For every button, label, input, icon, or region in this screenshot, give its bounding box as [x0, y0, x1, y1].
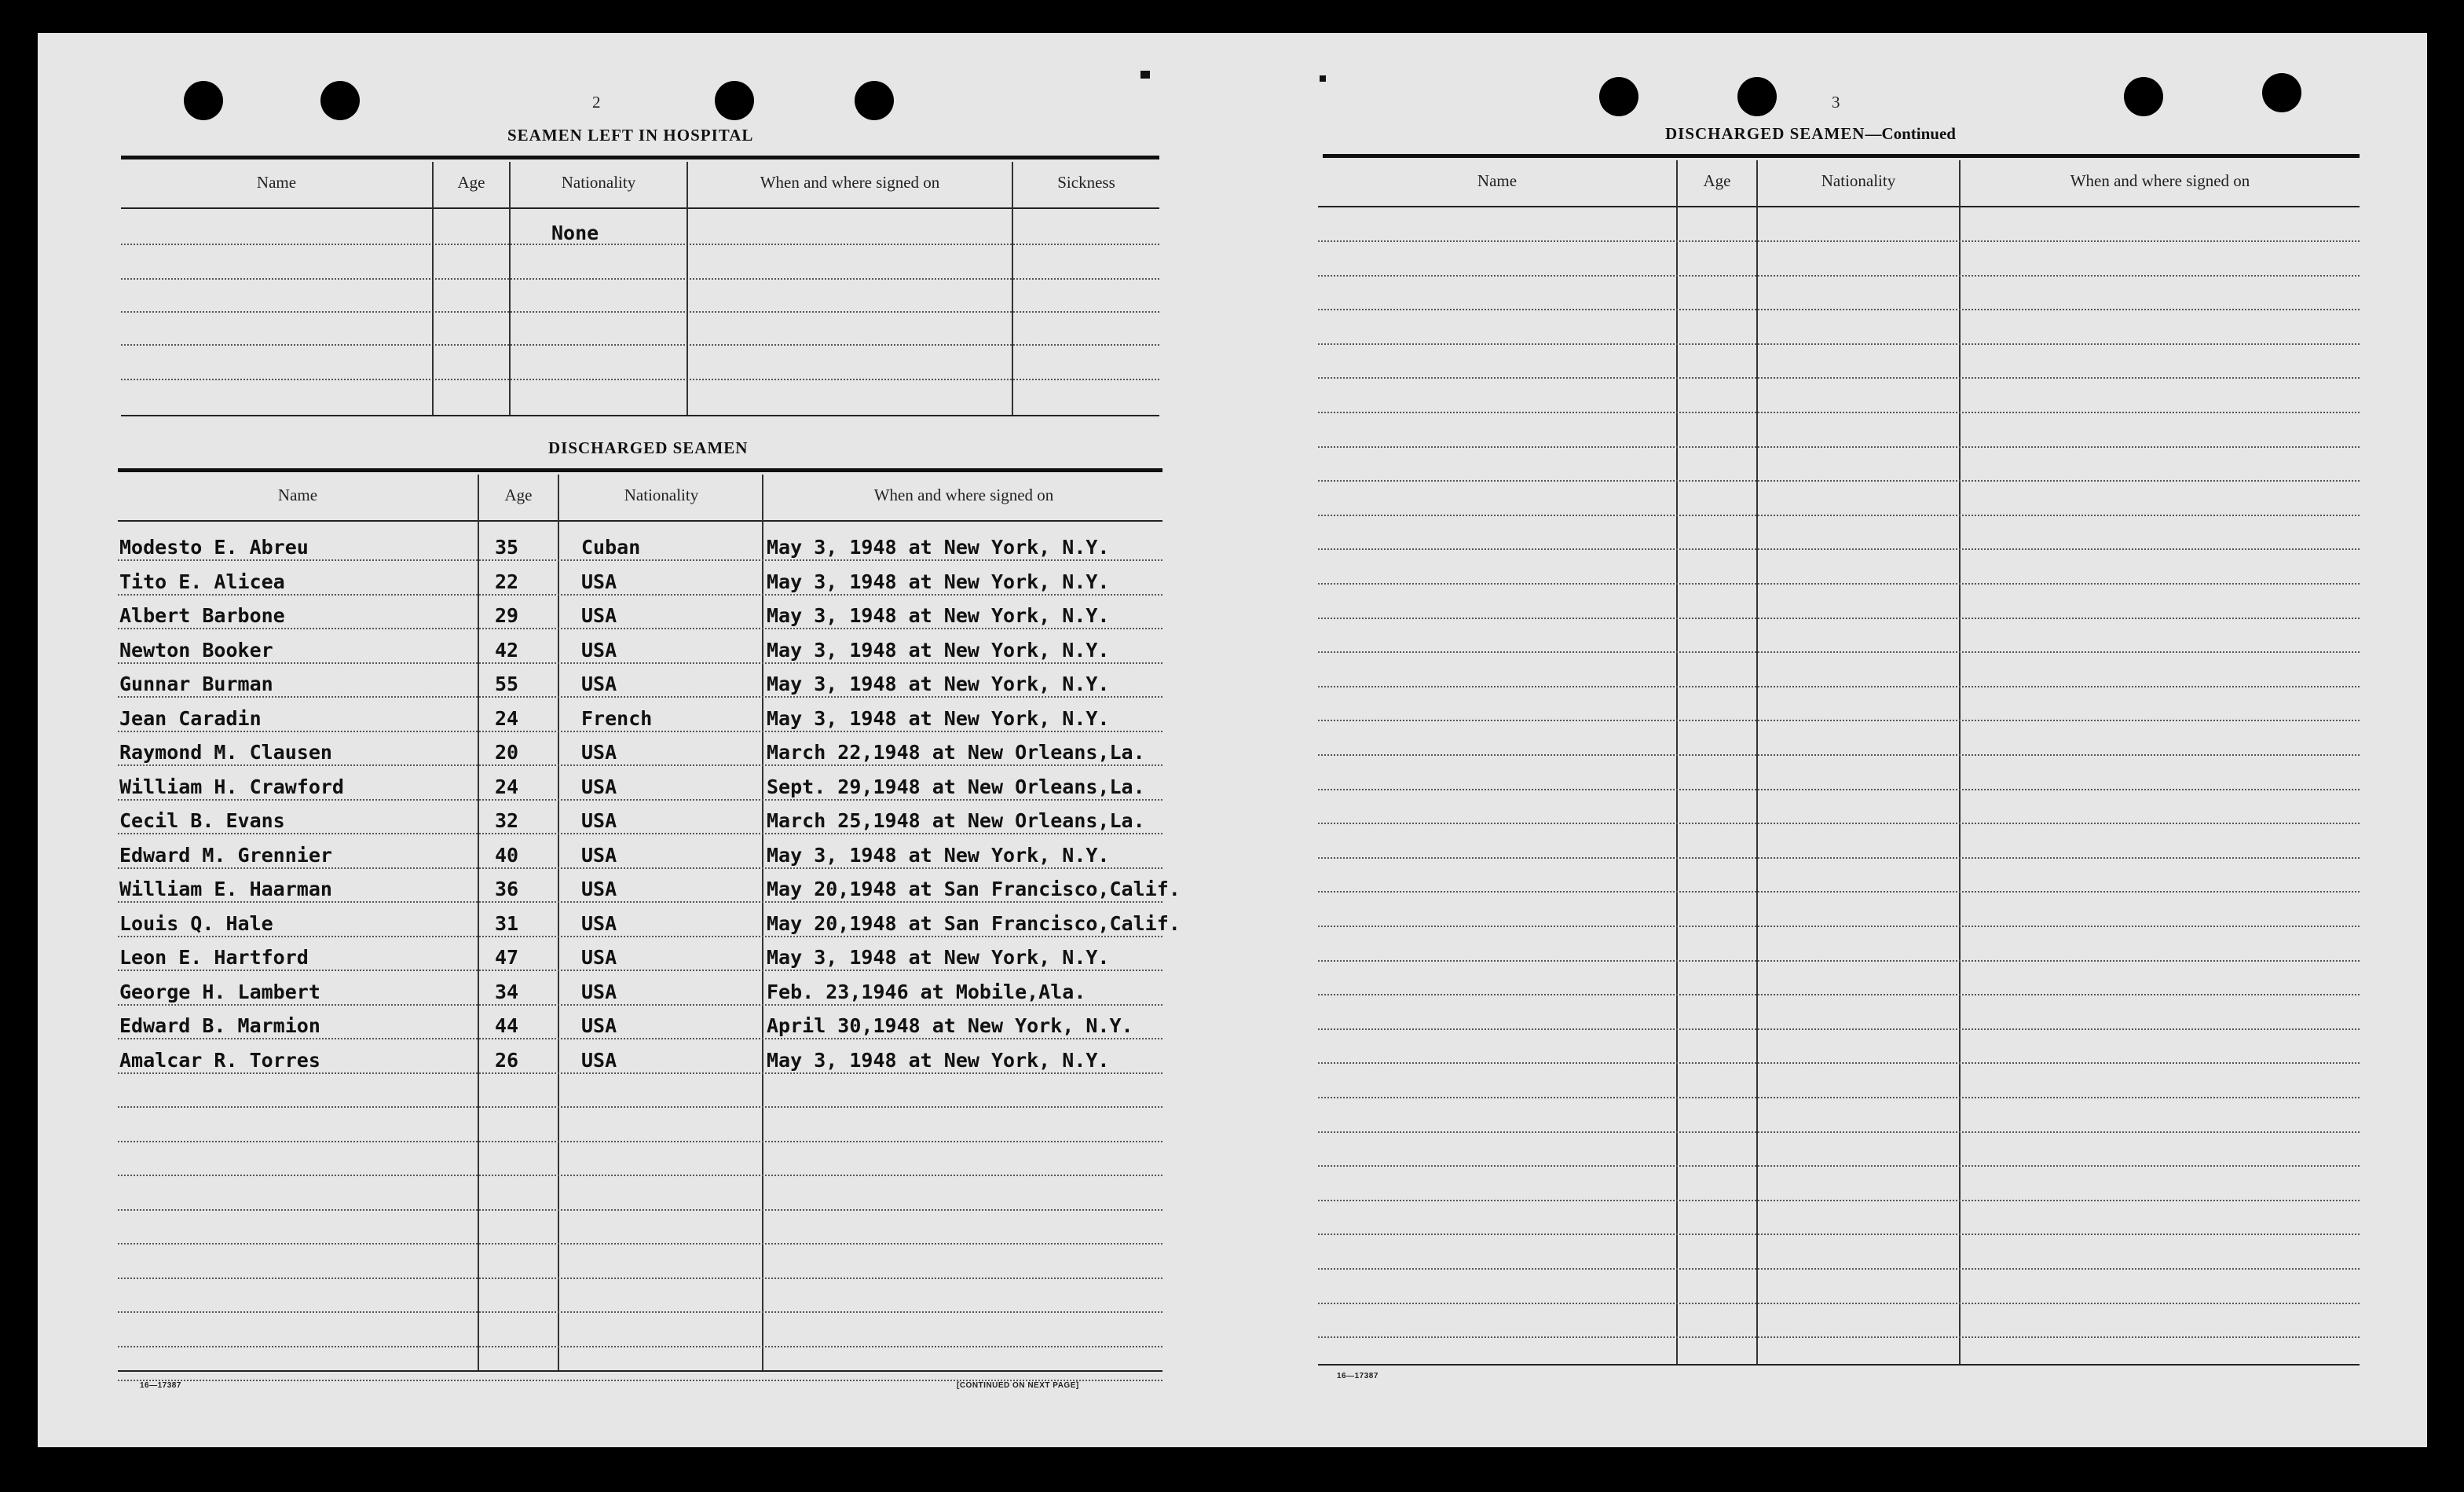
- seaman-nationality: USA: [581, 946, 617, 969]
- seaman-signed-on: May 3, 1948 at New York, N.Y.: [767, 639, 1110, 662]
- punch-hole: [2262, 73, 2301, 112]
- seaman-signed-on: March 22,1948 at New Orleans,La.: [767, 741, 1145, 764]
- table-row-line: [118, 1004, 1162, 1006]
- discharged-header-rule: [118, 520, 1162, 522]
- seaman-name: William H. Crawford: [119, 775, 344, 798]
- seaman-name: Albert Barbone: [119, 604, 285, 627]
- table-row-line: [1318, 754, 2360, 756]
- seaman-nationality: USA: [581, 1014, 617, 1037]
- punch-hole: [855, 81, 894, 120]
- seaman-nationality: USA: [581, 604, 617, 627]
- seaman-signed-on: May 3, 1948 at New York, N.Y.: [767, 570, 1110, 593]
- discharged-col-divider: [762, 475, 763, 1370]
- table-row-line: [1318, 1165, 2360, 1167]
- punch-hole: [2124, 77, 2163, 116]
- seaman-age: 42: [495, 639, 519, 662]
- table-row-line: [1318, 994, 2360, 995]
- discharged-table-top-rule: [118, 468, 1162, 472]
- table-row-line: [1318, 377, 2360, 379]
- seaman-name: Amalcar R. Torres: [119, 1049, 320, 1072]
- hospital-bottom-rule: [121, 415, 1159, 416]
- seaman-signed-on: May 3, 1948 at New York, N.Y.: [767, 1049, 1110, 1072]
- right-col-header-name: Name: [1477, 171, 1518, 190]
- hospital-entry: None: [551, 222, 599, 244]
- hospital-col-divider: [509, 162, 511, 415]
- ink-speck: [1140, 71, 1150, 79]
- table-row-line: [1318, 823, 2360, 824]
- table-row-line: [1318, 926, 2360, 927]
- table-row-line: [1318, 1131, 2360, 1133]
- seaman-name: William E. Haarman: [119, 878, 332, 900]
- seaman-name: Raymond M. Clausen: [119, 741, 332, 764]
- table-row-line: [118, 696, 1162, 698]
- hospital-col-header-sickness: Sickness: [1057, 173, 1115, 192]
- hospital-col-header-name: Name: [256, 173, 297, 192]
- seaman-signed-on: May 20,1948 at San Francisco,Calif.: [767, 912, 1181, 935]
- table-row-line: [118, 970, 1162, 971]
- table-row-line: [1318, 1303, 2360, 1304]
- table-row-line: [1318, 446, 2360, 448]
- seaman-name: Gunnar Burman: [119, 673, 273, 695]
- table-row-line: [1318, 1062, 2360, 1064]
- right-header-rule: [1318, 206, 2360, 207]
- seaman-age: 47: [495, 946, 519, 969]
- right-col-header-signed-on: When and where signed on: [2070, 171, 2250, 190]
- seaman-nationality: USA: [581, 1049, 617, 1072]
- table-row-line: [1318, 515, 2360, 516]
- seaman-name: Edward B. Marmion: [119, 1014, 320, 1037]
- right-bottom-rule: [1318, 1364, 2360, 1366]
- seaman-nationality: USA: [581, 878, 617, 900]
- seaman-name: George H. Lambert: [119, 981, 320, 1003]
- punch-hole: [715, 81, 754, 120]
- hospital-col-divider: [432, 162, 434, 415]
- table-row-line: [118, 901, 1162, 903]
- punch-hole: [1599, 77, 1638, 116]
- table-row-line: [1318, 1234, 2360, 1235]
- seaman-nationality: Cuban: [581, 536, 641, 559]
- table-row-line: [1318, 1268, 2360, 1270]
- seaman-age: 26: [495, 1049, 519, 1072]
- table-row-line: [118, 833, 1162, 834]
- seaman-name: Edward M. Grennier: [119, 844, 332, 867]
- discharged-section-title: DISCHARGED SEAMEN: [548, 438, 749, 457]
- seaman-age: 29: [495, 604, 519, 627]
- table-row-line: [118, 628, 1162, 629]
- hospital-row-line: [121, 379, 1159, 380]
- table-row-line: [118, 1038, 1162, 1039]
- seaman-nationality: French: [581, 707, 653, 730]
- seaman-age: 20: [495, 741, 519, 764]
- hospital-col-divider: [1012, 162, 1013, 415]
- seaman-nationality: USA: [581, 741, 617, 764]
- seaman-nationality: USA: [581, 673, 617, 695]
- seaman-name: Cecil B. Evans: [119, 809, 285, 832]
- seaman-nationality: USA: [581, 809, 617, 832]
- seaman-name: Tito E. Alicea: [119, 570, 285, 593]
- seaman-nationality: USA: [581, 912, 617, 935]
- seaman-name: Newton Booker: [119, 639, 273, 662]
- table-row-line: [118, 1175, 1162, 1176]
- table-row-line: [118, 867, 1162, 869]
- page-number: 2: [592, 93, 601, 112]
- seaman-age: 34: [495, 981, 519, 1003]
- table-row-line: [1318, 618, 2360, 619]
- discharged-col-header-nationality: Nationality: [624, 486, 699, 504]
- table-row-line: [1318, 343, 2360, 345]
- table-row-line: [118, 1106, 1162, 1108]
- seaman-nationality: USA: [581, 570, 617, 593]
- table-row-line: [1318, 857, 2360, 859]
- table-row-line: [1318, 1336, 2360, 1338]
- seaman-name: Modesto E. Abreu: [119, 536, 309, 559]
- hospital-header-rule: [121, 207, 1159, 209]
- table-row-line: [1318, 275, 2360, 277]
- seaman-nationality: USA: [581, 775, 617, 798]
- table-row-line: [118, 662, 1162, 664]
- table-row-line: [118, 936, 1162, 937]
- table-row-line: [118, 559, 1162, 561]
- seaman-nationality: USA: [581, 981, 617, 1003]
- seaman-signed-on: May 3, 1948 at New York, N.Y.: [767, 604, 1110, 627]
- title-text: DISCHARGED SEAMEN: [1665, 124, 1865, 143]
- hospital-col-header-signed-on: When and where signed on: [760, 173, 940, 192]
- ink-speck: [1320, 75, 1326, 82]
- seaman-name: Jean Caradin: [119, 707, 262, 730]
- table-row-line: [1318, 686, 2360, 687]
- seaman-age: 44: [495, 1014, 519, 1037]
- hospital-row-line: [121, 278, 1159, 280]
- seaman-age: 55: [495, 673, 519, 695]
- table-row-line: [118, 1209, 1162, 1211]
- table-row-line: [1318, 1200, 2360, 1201]
- hospital-row-line: [121, 244, 1159, 245]
- discharged-col-header-name: Name: [277, 486, 318, 504]
- seaman-age: 36: [495, 878, 519, 900]
- table-row-line: [1318, 309, 2360, 310]
- seaman-signed-on: Feb. 23,1946 at Mobile,Ala.: [767, 981, 1086, 1003]
- seaman-signed-on: April 30,1948 at New York, N.Y.: [767, 1014, 1133, 1037]
- punch-hole: [184, 81, 223, 120]
- seaman-age: 32: [495, 809, 519, 832]
- table-row-line: [118, 1141, 1162, 1142]
- form-number: 16—17387: [1337, 1372, 1378, 1380]
- seaman-age: 40: [495, 844, 519, 867]
- discharged-col-header-age: Age: [504, 486, 533, 504]
- discharged-col-header-signed-on: When and where signed on: [873, 486, 1054, 504]
- discharged-continued-title: [1665, 124, 1956, 144]
- seaman-signed-on: May 20,1948 at San Francisco,Calif.: [767, 878, 1181, 900]
- page-number: 3: [1832, 93, 1840, 112]
- seaman-signed-on: May 3, 1948 at New York, N.Y.: [767, 673, 1110, 695]
- hospital-row-line: [121, 311, 1159, 313]
- seaman-signed-on: March 25,1948 at New Orleans,La.: [767, 809, 1145, 832]
- table-row-line: [118, 799, 1162, 801]
- table-row-line: [118, 1072, 1162, 1074]
- table-row-line: [118, 1243, 1162, 1245]
- discharged-bottom-rule: [118, 1370, 1162, 1372]
- table-row-line: [1318, 240, 2360, 242]
- table-row-line: [1318, 548, 2360, 550]
- continued-note: [CONTINUED ON NEXT PAGE]: [957, 1381, 1079, 1390]
- seaman-signed-on: May 3, 1948 at New York, N.Y.: [767, 707, 1110, 730]
- hospital-section-title: SEAMEN LEFT IN HOSPITAL: [507, 126, 754, 145]
- right-col-divider: [1756, 160, 1758, 1364]
- right-col-divider: [1676, 160, 1678, 1364]
- hospital-table-top-rule: [121, 156, 1159, 159]
- right-col-header-nationality: Nationality: [1821, 171, 1896, 190]
- right-table-top-rule: [1323, 154, 2360, 158]
- table-row-line: [118, 731, 1162, 732]
- table-row-line: [1318, 1097, 2360, 1098]
- right-col-header-age: Age: [1703, 171, 1731, 190]
- discharged-col-divider: [558, 475, 559, 1370]
- punch-hole: [1737, 77, 1777, 116]
- table-row-line: [1318, 960, 2360, 962]
- seaman-signed-on: May 3, 1948 at New York, N.Y.: [767, 536, 1110, 559]
- seaman-age: 24: [495, 707, 519, 730]
- seaman-nationality: USA: [581, 639, 617, 662]
- seaman-signed-on: May 3, 1948 at New York, N.Y.: [767, 844, 1110, 867]
- seaman-name: Leon E. Hartford: [119, 946, 309, 969]
- table-row-line: [1318, 789, 2360, 790]
- hospital-col-header-nationality: Nationality: [561, 173, 636, 192]
- document-sheet: [38, 33, 2427, 1447]
- table-row-line: [118, 1278, 1162, 1279]
- title-suffix: —Continued: [1865, 124, 1956, 143]
- table-row-line: [1318, 583, 2360, 585]
- table-row-line: [118, 594, 1162, 596]
- form-number: 16—17387: [140, 1381, 181, 1390]
- table-row-line: [118, 764, 1162, 766]
- hospital-col-divider: [686, 162, 688, 415]
- table-row-line: [118, 1311, 1162, 1313]
- table-row-line: [1318, 412, 2360, 413]
- table-row-line: [1318, 891, 2360, 893]
- seaman-age: 35: [495, 536, 519, 559]
- punch-hole: [320, 81, 360, 120]
- seaman-age: 24: [495, 775, 519, 798]
- right-col-divider: [1959, 160, 1961, 1364]
- seaman-nationality: USA: [581, 844, 617, 867]
- seaman-name: Louis Q. Hale: [119, 912, 273, 935]
- seaman-signed-on: May 3, 1948 at New York, N.Y.: [767, 946, 1110, 969]
- seaman-age: 22: [495, 570, 519, 593]
- table-row-line: [1318, 1028, 2360, 1030]
- table-row-line: [1318, 480, 2360, 482]
- seaman-signed-on: Sept. 29,1948 at New Orleans,La.: [767, 775, 1145, 798]
- table-row-line: [118, 1346, 1162, 1347]
- hospital-col-header-age: Age: [457, 173, 485, 192]
- table-row-line: [1318, 651, 2360, 653]
- table-row-line: [1318, 720, 2360, 721]
- hospital-row-line: [121, 344, 1159, 346]
- discharged-col-divider: [478, 475, 479, 1370]
- seaman-age: 31: [495, 912, 519, 935]
